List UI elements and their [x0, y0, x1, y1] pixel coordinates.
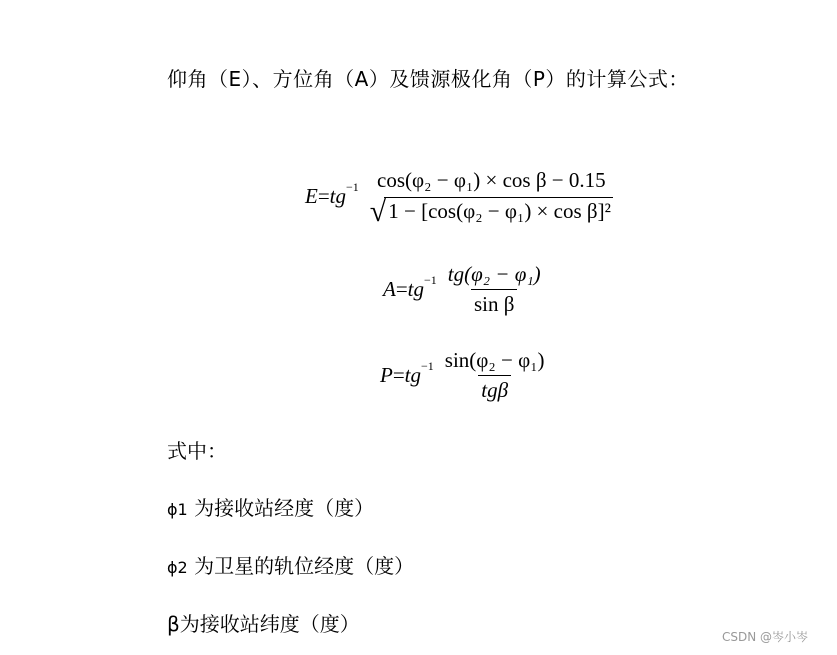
- definition-beta: [167, 608, 360, 637]
- formula-e-inverse: −1: [346, 179, 359, 194]
- formula-p-inverse: −1: [421, 359, 434, 373]
- legend-title: 式中：: [167, 439, 227, 463]
- formula-e-lhs: E: [305, 183, 318, 208]
- formula-e-equals: =: [317, 183, 330, 208]
- csdn-watermark: CSDN @岑小岑: [722, 630, 809, 644]
- definition-phi1: [167, 492, 374, 521]
- formula-p-equals: =: [392, 363, 405, 387]
- definition-phi1-text: 为接收站经度（度）: [194, 496, 375, 520]
- formula-azimuth: [383, 262, 544, 317]
- formula-a-inverse: −1: [424, 273, 437, 287]
- formula-e-denominator: [367, 195, 616, 228]
- definition-phi2-symbol: ϕ2: [167, 558, 188, 577]
- formula-heading: 仰角（E）、方位角（A）及馈源极化角（P）的计算公式：: [167, 67, 689, 91]
- definition-beta-symbol: β: [167, 612, 180, 636]
- formula-a-equals: =: [395, 277, 408, 301]
- formula-elevation: [305, 168, 616, 228]
- definition-phi2-text: 为卫星的轨位经度（度）: [194, 554, 415, 578]
- definition-phi2: [167, 550, 414, 579]
- sqrt-icon: √: [369, 195, 387, 228]
- formula-p-denominator: tgβ: [478, 375, 511, 403]
- formula-e-numerator: cos(φ₂ − φ₁) × cos β − 0.15: [377, 168, 606, 192]
- formula-p-numerator: sin(φ₂ − φ₁): [444, 348, 545, 372]
- formula-p-fraction: [442, 348, 548, 403]
- formula-e-radicand: 1 − [cos(φ₂ − φ₁) × cos β]²: [384, 197, 613, 224]
- formula-a-tg: tg: [407, 277, 425, 301]
- definition-phi1-symbol: ϕ1: [167, 500, 188, 519]
- formula-p-tg: tg: [404, 363, 422, 387]
- formula-p-lhs: P: [380, 363, 393, 387]
- formula-a-denominator: sin β: [471, 289, 517, 317]
- formula-e-tg: tg: [329, 183, 347, 208]
- formula-a-fraction: [445, 262, 544, 317]
- formula-a-lhs: A: [383, 277, 396, 301]
- formula-polarization: [380, 348, 548, 403]
- definition-beta-text: 为接收站纬度（度）: [179, 612, 360, 636]
- formula-a-numerator: tg(φ₂ − φ₁): [447, 262, 541, 286]
- formula-e-fraction: [367, 168, 616, 228]
